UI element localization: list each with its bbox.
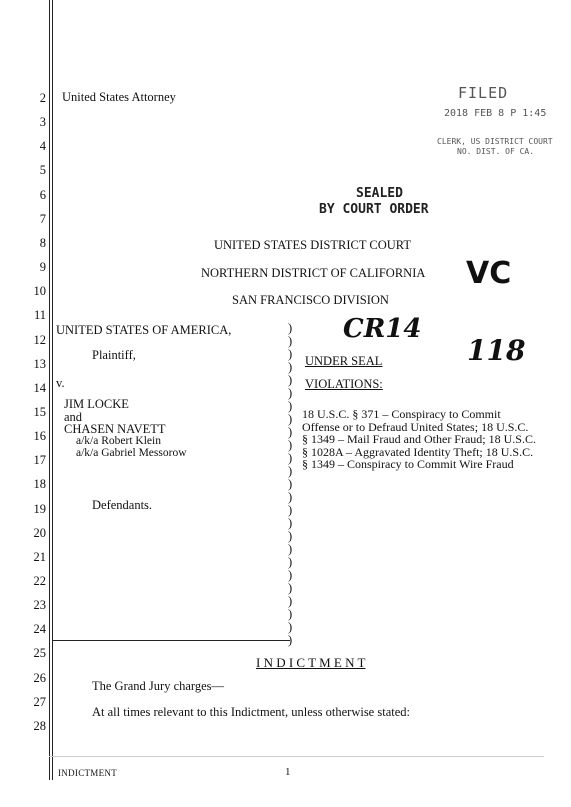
versus: v. [56, 376, 65, 390]
paren-glyph: ) [288, 373, 293, 387]
court-district: NORTHERN DISTRICT OF CALIFORNIA [201, 266, 426, 280]
line-number: 25 [33, 646, 46, 661]
attorney-line: United States Attorney [62, 90, 176, 104]
filed-stamp-clerk: CLERK, US DISTRICT COURT [437, 137, 553, 146]
defendant-aka-2: a/k/a Gabriel Messorow [76, 447, 187, 459]
paren-glyph: ) [288, 503, 293, 517]
paren-glyph: ) [288, 516, 293, 530]
paren-glyph: ) [288, 529, 293, 543]
line-number: 12 [33, 332, 46, 347]
defendants-role: Defendants. [92, 498, 153, 512]
paren-glyph: ) [288, 490, 293, 504]
line-number: 24 [33, 622, 46, 637]
judge-initials: VC [466, 256, 512, 291]
court-division: SAN FRANCISCO DIVISION [232, 293, 389, 307]
line-number: 7 [39, 211, 46, 226]
line-number: 10 [33, 284, 46, 299]
case-number: 118 [467, 334, 526, 367]
paren-glyph: ) [288, 581, 293, 595]
line-number: 9 [39, 260, 46, 275]
line-number: 20 [33, 525, 46, 540]
line-number: 26 [33, 670, 46, 685]
margin-rule-left [49, 0, 50, 780]
violation-line: § 1028A – Aggravated Identity Theft; 18 U.S.C. [302, 444, 534, 459]
line-number: 15 [33, 404, 46, 419]
footer-label: INDICTMENT [58, 768, 117, 778]
line-number: 18 [33, 477, 46, 492]
line-number: 28 [33, 718, 46, 733]
defendant-1: JIM LOCKE [64, 397, 129, 411]
line-number: 27 [33, 694, 46, 709]
paren-glyph: ) [288, 334, 293, 348]
paren-glyph: ) [288, 360, 293, 374]
line-number: 19 [33, 501, 46, 516]
line-number: 21 [33, 549, 46, 564]
violation-line: § 1349 – Conspiracy to Commit Wire Fraud [302, 457, 514, 471]
line-number: 2 [39, 91, 46, 105]
filed-stamp-title: FILED [458, 84, 509, 102]
paren-glyph: ) [288, 386, 293, 400]
defendant-and: and [64, 410, 83, 424]
line-number: 16 [33, 429, 46, 444]
line-number: 17 [33, 453, 46, 468]
line-number: 23 [33, 598, 46, 613]
paren-glyph: ) [288, 542, 293, 556]
sealed-stamp-line1: SEALED [356, 186, 403, 201]
paren-glyph: ) [288, 633, 293, 647]
sealed-stamp-line2: BY COURT ORDER [319, 202, 429, 217]
line-number: 5 [39, 163, 46, 178]
paren-glyph: ) [288, 477, 293, 491]
filed-stamp-district: NO. DIST. OF CA. [457, 147, 535, 156]
paren-glyph: ) [288, 347, 293, 361]
body-paragraph-1: The Grand Jury charges— [92, 679, 225, 693]
violation-line: 18 U.S.C. § 371 – Conspiracy to Commit [302, 407, 501, 421]
case-number-prefix: CR14 [343, 314, 422, 344]
paren-glyph: ) [288, 399, 293, 413]
document-title: I N D I C T M E N T [256, 655, 366, 670]
paren-glyph: ) [288, 620, 293, 634]
paren-glyph: ) [288, 464, 293, 478]
defendant-aka-1: a/k/a Robert Klein [76, 435, 161, 447]
paren-glyph: ) [288, 568, 293, 582]
line-number: 3 [39, 115, 46, 130]
line-number: 14 [33, 380, 46, 395]
paren-glyph: ) [288, 438, 293, 452]
caption-parentheses [288, 322, 292, 647]
line-number: 6 [39, 187, 46, 202]
plaintiff-role: Plaintiff, [92, 348, 136, 362]
paren-glyph: ) [288, 594, 293, 608]
body-paragraph-2: At all times relevant to this Indictment, unless otherwise stated: [92, 705, 410, 719]
filed-stamp-date: 2018 FEB 8 P 1:45 [444, 108, 547, 119]
line-number: 22 [33, 574, 46, 588]
paren-glyph: ) [288, 555, 293, 569]
paren-glyph: ) [288, 451, 293, 465]
line-number: 4 [39, 139, 46, 154]
caption-rule [52, 640, 290, 641]
paren-glyph: ) [288, 412, 293, 426]
line-number: 8 [39, 235, 46, 250]
page-number: 1 [285, 766, 291, 778]
violations-list [302, 408, 536, 471]
paren-glyph: ) [288, 425, 293, 439]
violations-heading: VIOLATIONS: [305, 377, 383, 391]
line-number: 13 [33, 356, 46, 371]
violation-line: § 1349 – Mail Fraud and Other Fraud; 18 U.S.C. [302, 432, 536, 446]
defendant-2: CHASEN NAVETT [64, 422, 166, 436]
plaintiff-name: UNITED STATES OF AMERICA, [56, 323, 232, 337]
under-seal: UNDER SEAL [305, 354, 383, 368]
line-number: 11 [33, 308, 46, 323]
footer-rule [49, 756, 544, 757]
margin-rule-right [52, 0, 53, 780]
paren-glyph: ) [288, 321, 293, 335]
violation-line: Offense or to Defraud United States; 18 U.S.C. [302, 419, 529, 434]
court-name: UNITED STATES DISTRICT COURT [214, 238, 411, 252]
paren-glyph: ) [288, 607, 293, 621]
